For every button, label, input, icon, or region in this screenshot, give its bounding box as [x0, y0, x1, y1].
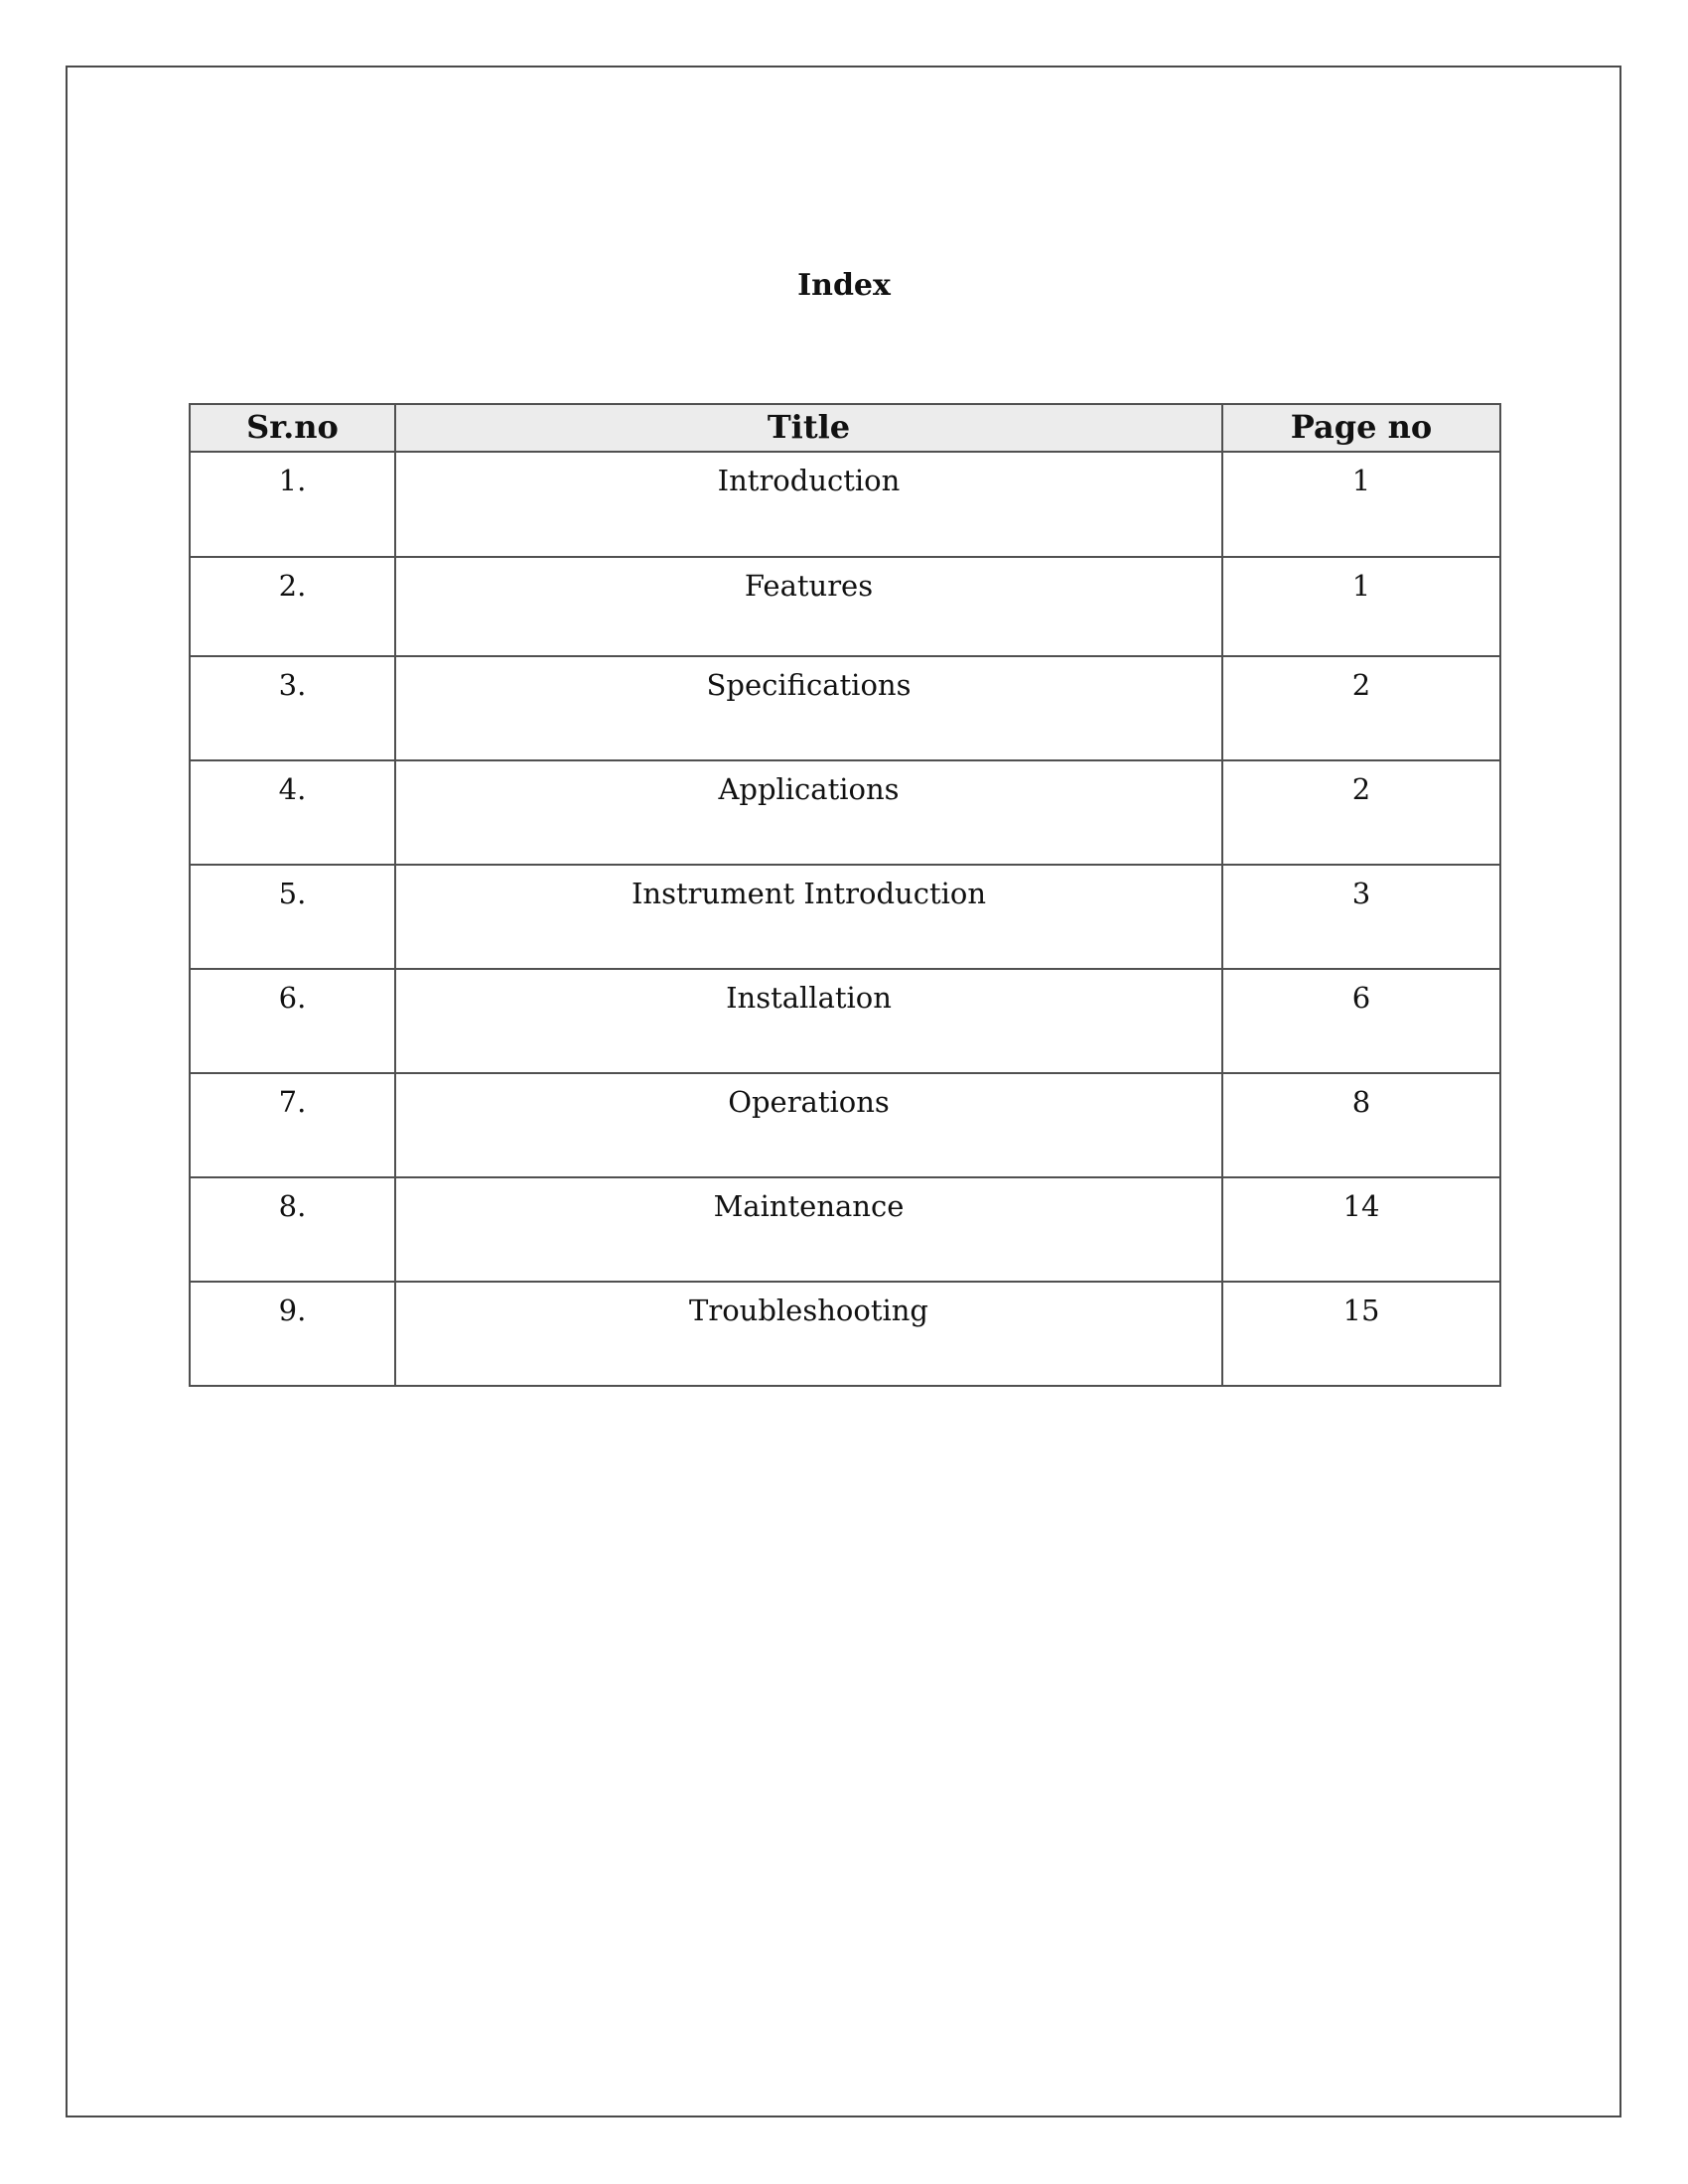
cell-title: Troubleshooting — [395, 1282, 1222, 1386]
cell-title: Applications — [395, 760, 1222, 865]
table-row — [190, 760, 1500, 865]
cell-sr-no: 4. — [190, 760, 395, 865]
cell-sr-no: 3. — [190, 656, 395, 760]
cell-sr-no: 6. — [190, 969, 395, 1073]
page-title: Index — [797, 268, 891, 303]
cell-page-no: 3 — [1222, 865, 1500, 969]
cell-page-no: 1 — [1222, 452, 1500, 557]
table-row — [190, 1177, 1500, 1282]
index-table — [189, 403, 1501, 1387]
cell-title: Instrument Introduction — [395, 865, 1222, 969]
cell-page-no: 8 — [1222, 1073, 1500, 1177]
cell-sr-no: 9. — [190, 1282, 395, 1386]
cell-page-no: 2 — [1222, 760, 1500, 865]
header-title: Title — [395, 404, 1222, 452]
cell-sr-no: 1. — [190, 452, 395, 557]
cell-title: Introduction — [395, 452, 1222, 557]
table-row — [190, 1282, 1500, 1386]
table-row — [190, 557, 1500, 656]
cell-sr-no: 8. — [190, 1177, 395, 1282]
table-header-row — [190, 404, 1500, 452]
cell-sr-no: 7. — [190, 1073, 395, 1177]
cell-page-no: 2 — [1222, 656, 1500, 760]
cell-title: Maintenance — [395, 1177, 1222, 1282]
table-row — [190, 969, 1500, 1073]
cell-page-no: 14 — [1222, 1177, 1500, 1282]
cell-title: Features — [395, 557, 1222, 656]
cell-sr-no: 5. — [190, 865, 395, 969]
table-row — [190, 656, 1500, 760]
cell-page-no: 6 — [1222, 969, 1500, 1073]
table-row — [190, 865, 1500, 969]
cell-title: Specifications — [395, 656, 1222, 760]
header-sr-no: Sr.no — [190, 404, 395, 452]
table-row — [190, 1073, 1500, 1177]
cell-sr-no: 2. — [190, 557, 395, 656]
cell-title: Operations — [395, 1073, 1222, 1177]
table-row — [190, 452, 1500, 557]
header-page-no: Page no — [1222, 404, 1500, 452]
cell-title: Installation — [395, 969, 1222, 1073]
cell-page-no: 1 — [1222, 557, 1500, 656]
cell-page-no: 15 — [1222, 1282, 1500, 1386]
